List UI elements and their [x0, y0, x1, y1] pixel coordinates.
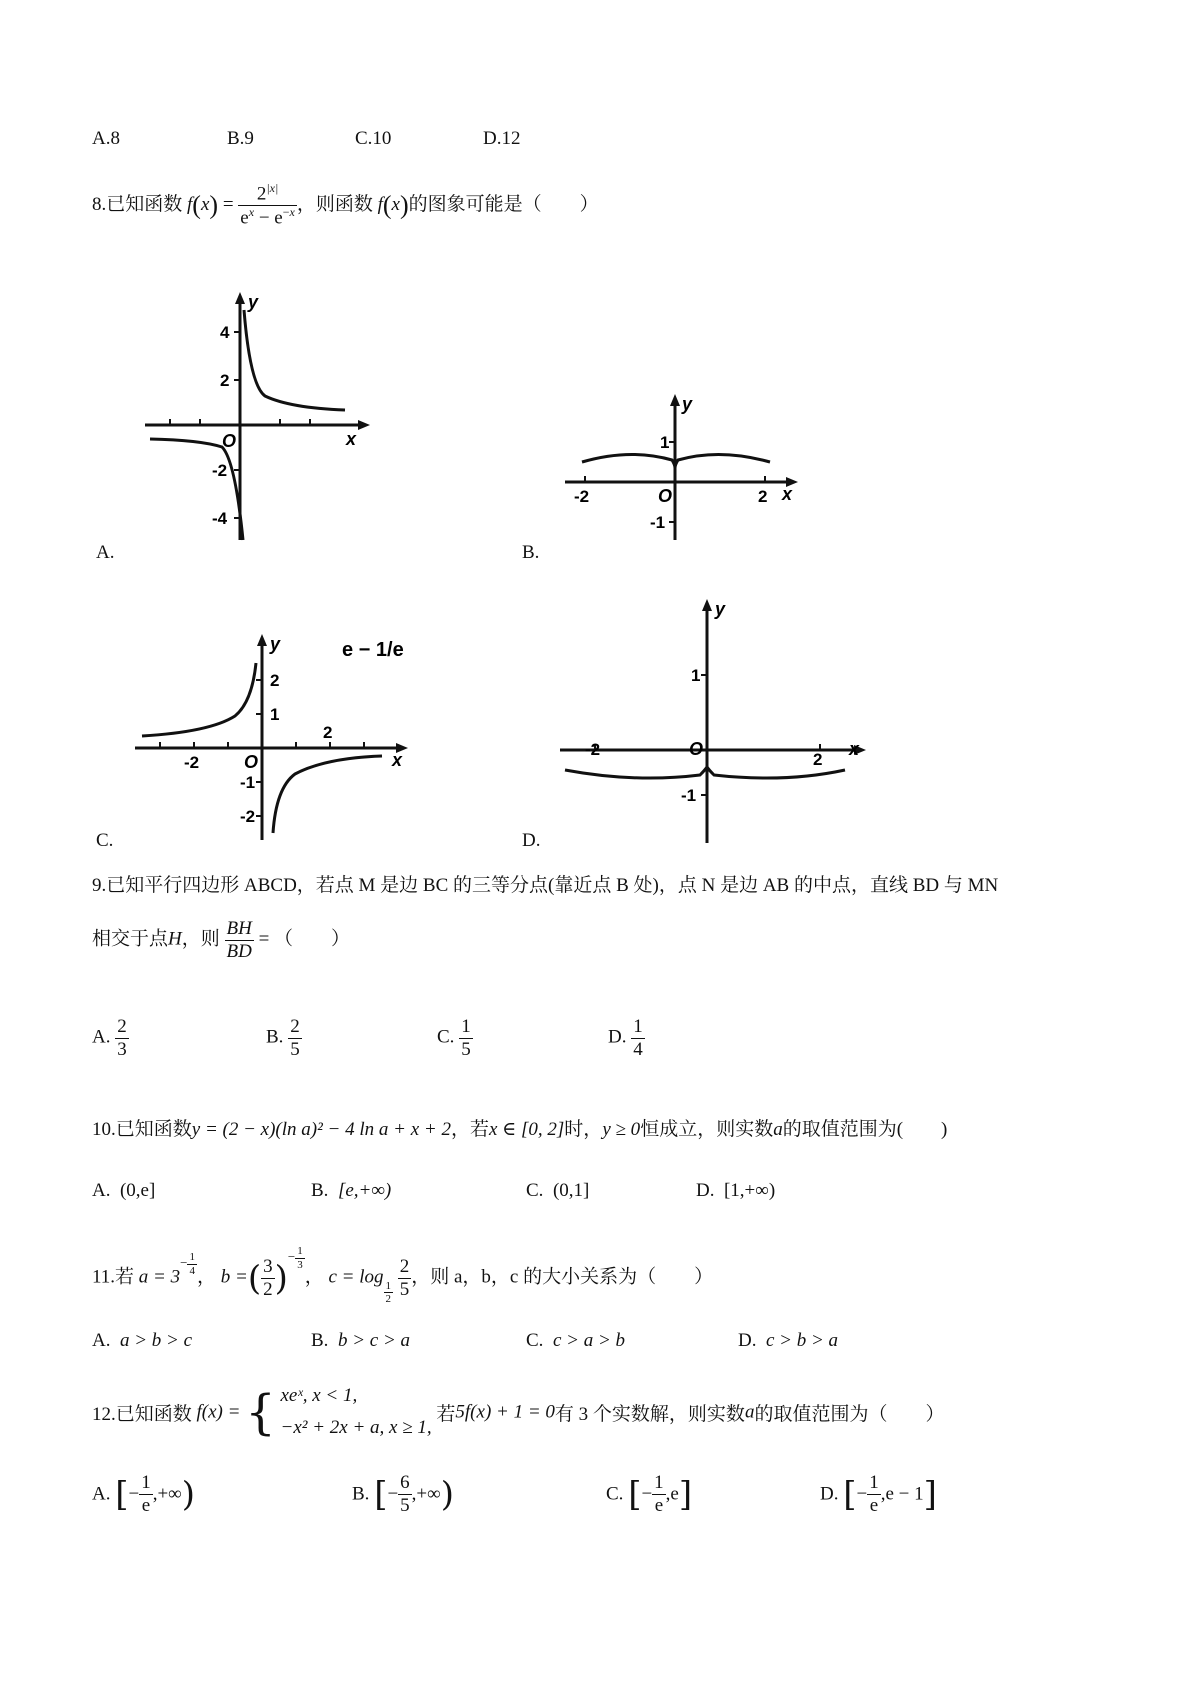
- q10-option-b: B. [e,+∞): [311, 1180, 392, 1201]
- graph-a-origin: O: [222, 431, 237, 451]
- q10-option-d: D. [1,+∞): [696, 1180, 776, 1201]
- q11-option-b: B. b > c > a: [311, 1330, 411, 1351]
- graph-b-tick-neg1: -1: [650, 513, 666, 532]
- graph-c-tick-1: 1: [270, 705, 280, 724]
- graph-d-origin: O: [689, 739, 704, 759]
- graph-c-tick-x-2: 2: [323, 723, 333, 742]
- graph-d-axis-y: y: [715, 599, 726, 619]
- graph-a-label: A.: [96, 542, 115, 563]
- graph-a-axis-y: y: [248, 292, 259, 312]
- graph-b: [560, 390, 810, 550]
- graph-b-axis-y: y: [682, 394, 693, 414]
- q11-option-a: A. a > b > c: [92, 1330, 193, 1351]
- q8-suffix: 的图象可能是（ ）: [408, 194, 599, 216]
- q7-option-d: D.12: [483, 128, 521, 149]
- q9-frac: $\frac{BH}{BD}$: [226, 918, 252, 962]
- graph-c-tick-neg2: -2: [240, 807, 256, 826]
- graph-c-axis-y: y: [270, 634, 281, 654]
- q9-line2: 相交于点H，则 $\frac{BH}{BD}$ = （ ）: [92, 918, 351, 962]
- q11-question: 11.若 $a = 3^{- \frac{1}{4}}$ ， b =( $\frac{3}{2}$ )$^{- \frac{1}{3}}$ ， c = log $_{\frac{1}{2}}$ $\frac{2}{5}$ ，则 a，b，c 的大小关系为（ ）: [92, 1245, 714, 1306]
- graph-c-note: e − 1/e: [342, 639, 404, 661]
- graph-c-tick-2: 2: [270, 671, 280, 690]
- q12-brace: {: [245, 1384, 276, 1441]
- q10-option-a: A. (0,e]: [92, 1180, 156, 1201]
- q8-question: 8.已知函数 f(x) = $\frac{2^{|x|}}{e^x - e^{-x}}$ ，则函数 f(x)的图象可能是（ ）: [92, 181, 599, 229]
- graph-d-label: D.: [522, 830, 541, 851]
- q11-option-c: C. c > a > b: [526, 1330, 626, 1351]
- q12-option-c: C. [− $\frac{1}{e}$ ,e]: [606, 1472, 693, 1516]
- q10-question: 10.已知函数y = (2 − x)(ln a)² − 4 ln a + x + 2，若x ∈ [0, 2]时，y ≥ 0恒成立，则实数a的取值范围为( ): [92, 1119, 948, 1140]
- q12-question: 12.已知函数 f(x) = { xeˣ, x < 1, −x² + 2x + a, x ≥ 1, 若5f(x) + 1 = 0有 3 个实数解，则实数a的取值范围为（ ）: [92, 1384, 945, 1441]
- q9-option-c: C. $\frac{1}{5}$: [437, 1016, 471, 1060]
- graph-d-axis-x: x: [849, 739, 860, 759]
- q9-line1: 9.已知平行四边形 ABCD，若点 M 是边 BC 的三等分点(靠近点 B 处)，点 N 是边 AB 的中点，直线 BD 与 MN: [92, 875, 999, 896]
- graph-a-tick-neg4: -4: [212, 509, 228, 528]
- graph-d-tick-2: 2: [813, 750, 823, 769]
- graph-a-tick-2: 2: [220, 371, 230, 390]
- graph-b-tick-neg2: -2: [574, 487, 590, 506]
- graph-c-origin: O: [244, 752, 259, 772]
- graph-d-tick-1: 1: [691, 666, 701, 685]
- graph-d-tick-neg1: -1: [681, 786, 697, 805]
- graph-c-axis-x: x: [392, 750, 403, 770]
- graph-c: [130, 628, 430, 848]
- q10-option-c: C. (0,1]: [526, 1180, 590, 1201]
- q7-option-c: C.10: [355, 128, 392, 149]
- graph-a-tick-neg2: -2: [212, 461, 228, 480]
- graph-a-tick-4: 4: [220, 323, 230, 342]
- q8-prefix: 已知函数: [106, 194, 183, 216]
- q11-option-d: D. c > b > a: [738, 1330, 839, 1351]
- q8-formula: $\frac{2^{|x|}}{e^x - e^{-x}}$: [240, 181, 295, 229]
- graph-c-tick-x-neg2: -2: [184, 753, 200, 772]
- graph-b-tick-2: 2: [758, 487, 768, 506]
- q7-option-a: A.8: [92, 128, 120, 149]
- q9-option-b: B. $\frac{2}{5}$: [266, 1016, 300, 1060]
- graph-c-tick-neg1: -1: [240, 773, 256, 792]
- q12-option-a: A. [− $\frac{1}{e}$ ,+∞): [92, 1472, 195, 1516]
- q8-number: 8.: [92, 194, 107, 216]
- graph-a-axis-x: x: [346, 429, 357, 449]
- graph-d: [555, 595, 885, 850]
- q9-option-a: A. $\frac{2}{3}$: [92, 1016, 127, 1060]
- q9-option-d: D. $\frac{1}{4}$: [608, 1016, 643, 1060]
- graph-a: [140, 290, 380, 545]
- graph-b-label: B.: [522, 542, 540, 563]
- graph-b-axis-x: x: [782, 484, 793, 504]
- q12-option-b: B. [− $\frac{6}{5}$ ,+∞): [352, 1472, 454, 1516]
- q8-mid: ，则函数: [296, 194, 373, 216]
- graph-c-label: C.: [96, 830, 114, 851]
- graph-b-origin: O: [658, 486, 673, 506]
- q7-option-b: B.9: [227, 128, 254, 149]
- graph-b-tick-1: 1: [660, 433, 670, 452]
- graph-d-tick-neg2: -2: [585, 740, 601, 759]
- q12-option-d: D. [− $\frac{1}{e}$ ,e − 1]: [820, 1472, 937, 1516]
